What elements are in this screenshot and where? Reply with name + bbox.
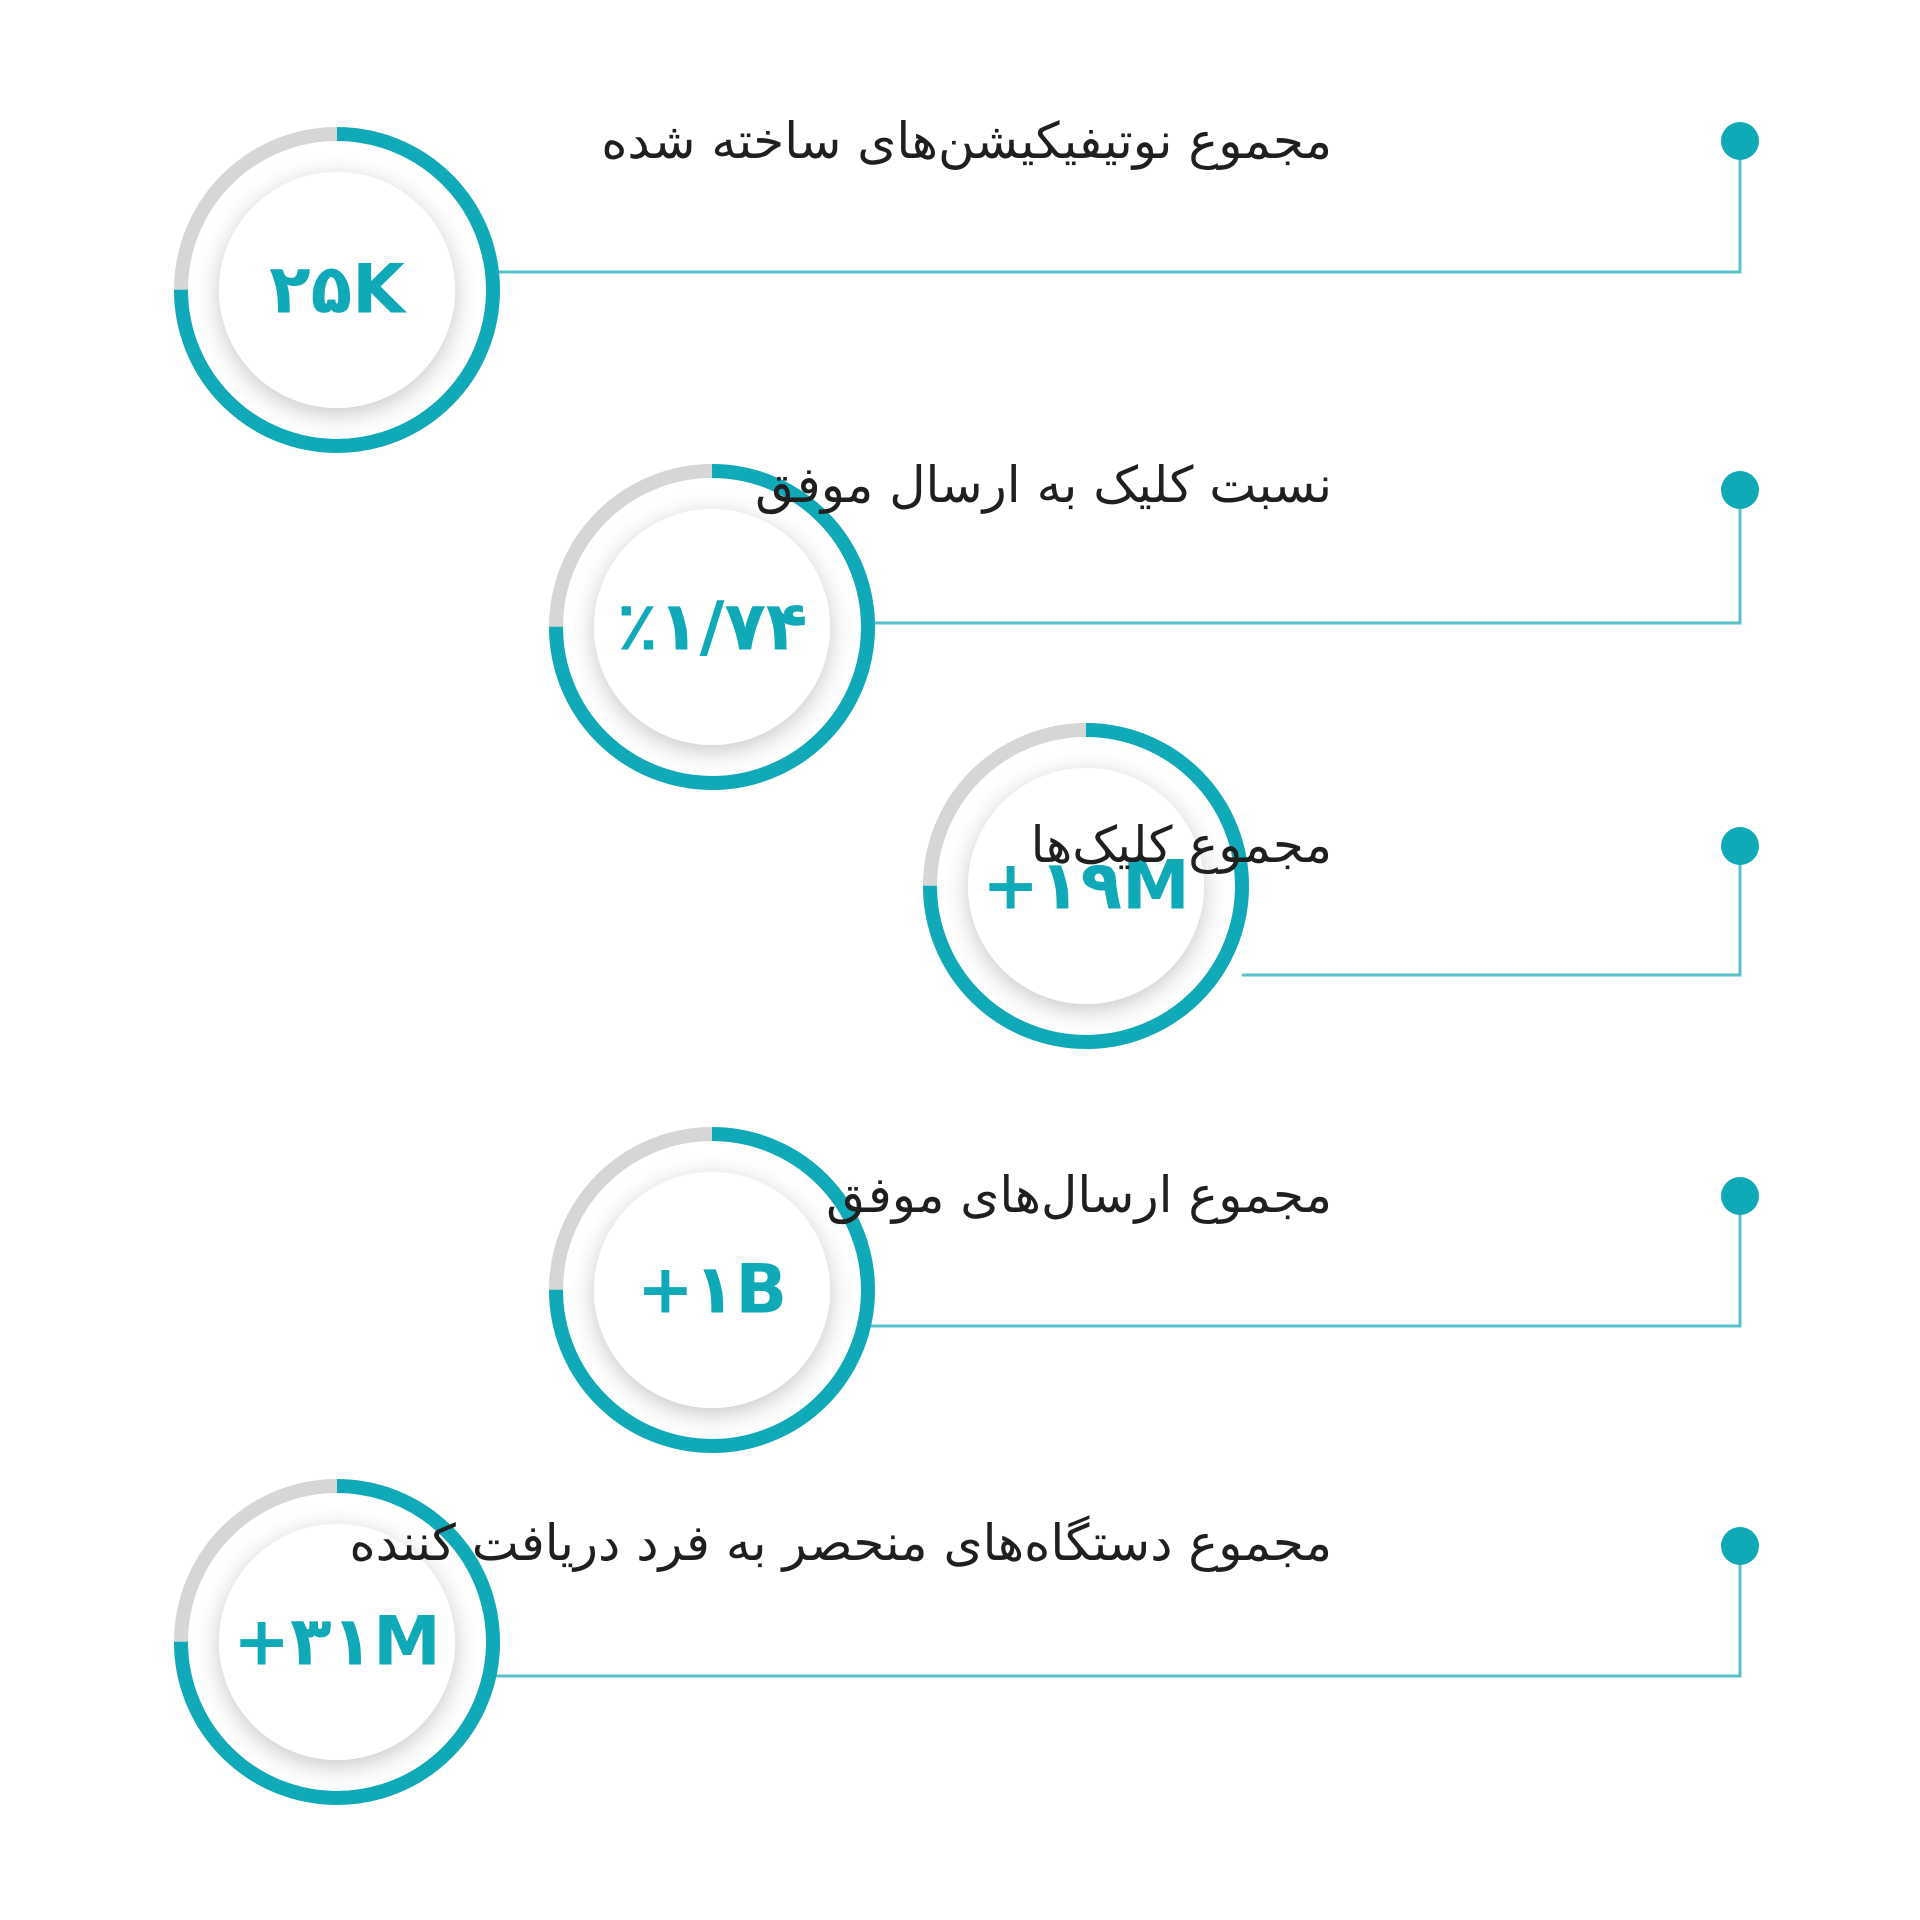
bullet-dot-icon [1721, 827, 1759, 865]
bullet-dot-icon [1721, 1177, 1759, 1215]
stat-label-click-ratio: نسبت کلیک به ارسال موفق [755, 456, 1332, 514]
bullet-dot-icon [1721, 471, 1759, 509]
stat-label-successful-sends: مجموع ارسال‌های موفق [826, 1166, 1332, 1224]
stat-value-click-ratio: ٪۱/۷۴ [616, 587, 808, 667]
stat-label-total-clicks: مجموع کلیک‌ها [1030, 816, 1332, 874]
stat-value-successful-sends: +۱B [636, 1250, 788, 1330]
stat-value-total-clicks: +۱۹M [982, 846, 1190, 926]
stat-value-notifications-created: ۲۵K [269, 250, 405, 330]
stat-label-notifications-created: مجموع نوتیفیکیشن‌های ساخته شده [601, 112, 1332, 170]
bullet-dot-icon [1721, 122, 1759, 160]
stat-item-click-ratio [556, 471, 1759, 783]
bullet-dot-icon [1721, 1527, 1759, 1565]
stat-item-total-clicks [930, 730, 1759, 1042]
stat-value-unique-devices: +۳۱M [233, 1602, 441, 1682]
stat-label-unique-devices: مجموع دستگاه‌های منحصر به فرد دریافت کننده [349, 1514, 1332, 1572]
stat-item-notifications-created [181, 122, 1759, 446]
